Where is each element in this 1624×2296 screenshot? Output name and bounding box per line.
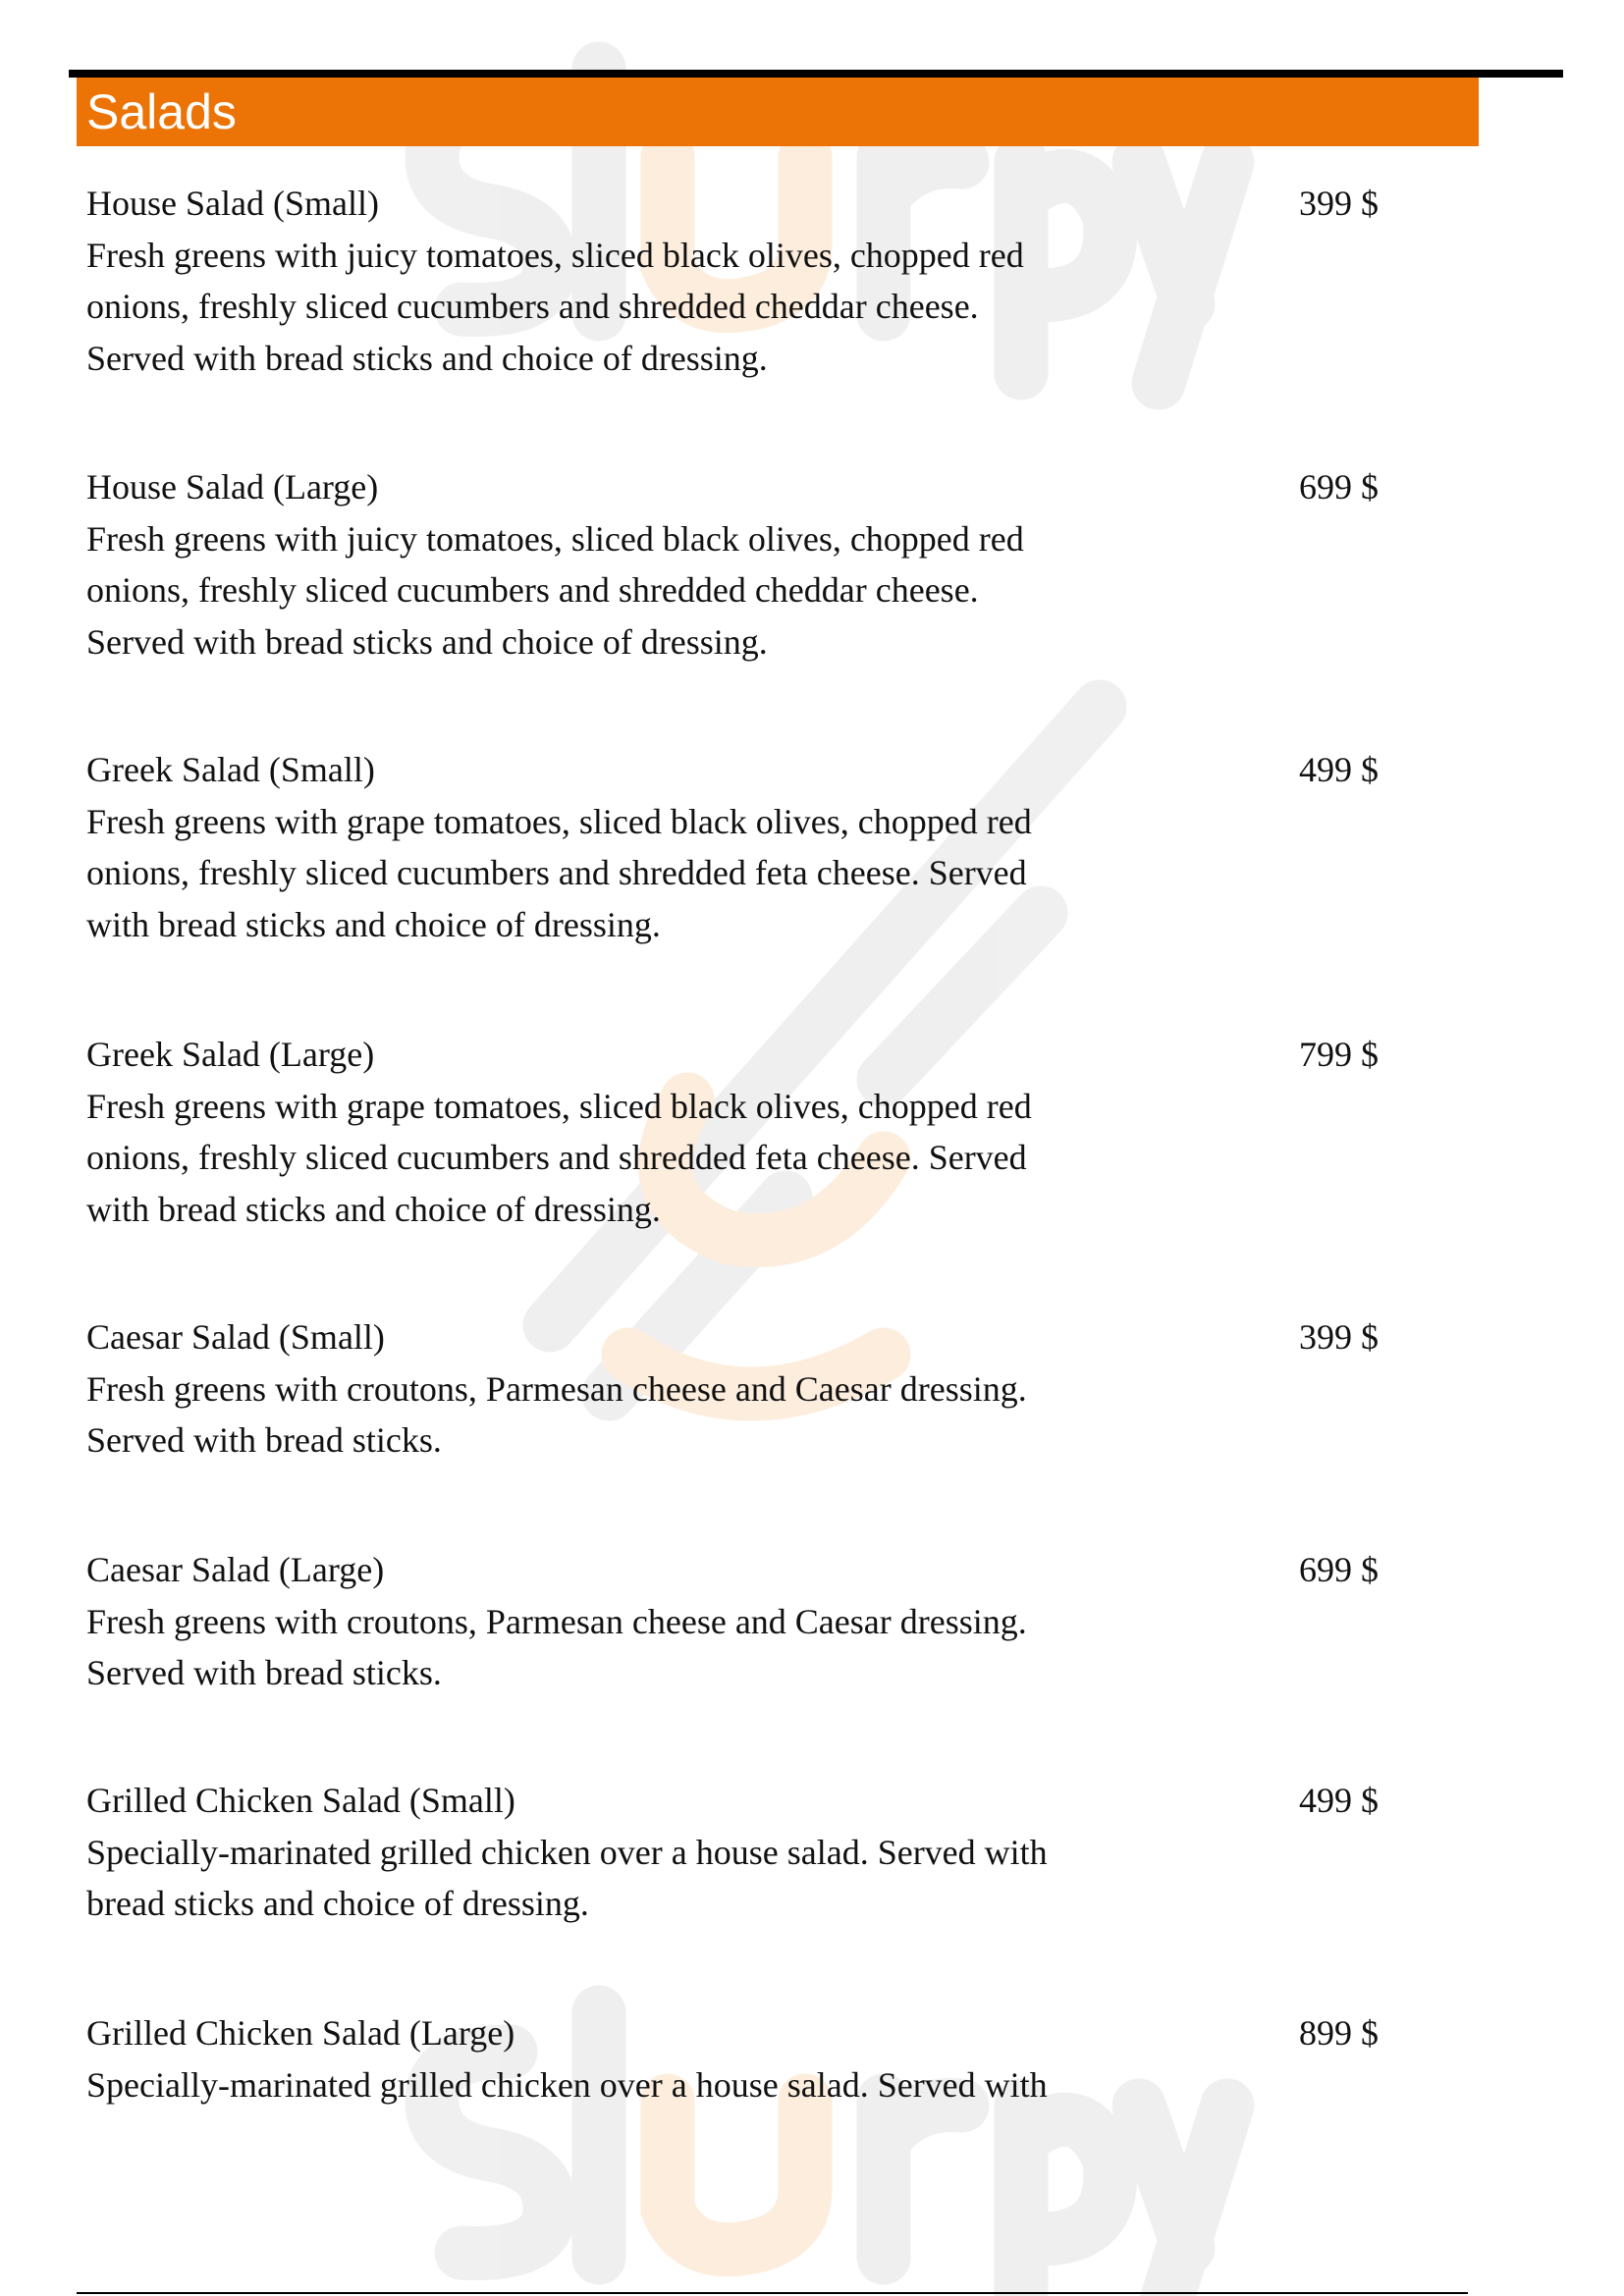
item-header [86,1311,1461,1363]
item-name: Greek Salad (Large) [86,1035,375,1074]
item-description-line: Fresh greens with croutons, Parmesan cheese and Caesar dressing. [86,1368,1027,1409]
item-description-line: onions, freshly sliced cucumbers and shredded cheddar cheese. [86,287,979,326]
top-rule [69,70,1563,78]
item-description-line: onions, freshly sliced cucumbers and shredded feta cheese. Served [86,853,1027,892]
item-price: 799 $ [1299,1035,1379,1074]
item-name: Grilled Chicken Salad (Large) [86,2013,515,2053]
item-description-line: Fresh greens with grape tomatoes, sliced black olives, chopped red [86,1086,1032,1126]
item-price: 499 $ [1299,750,1379,789]
menu-item [86,1775,1461,1930]
item-description-line: Served with bread sticks. [86,1420,442,1460]
item-description-line: with bread sticks and choice of dressing. [86,904,661,944]
item-description-line: Served with bread sticks. [86,1653,442,1692]
item-description-line: Served with bread sticks and choice of dressing. [86,338,768,378]
menu-item [86,178,1461,384]
item-price: 699 $ [1299,1550,1379,1589]
bottom-rule [77,2292,1468,2294]
item-name: Caesar Salad (Large) [86,1550,385,1589]
item-price: 699 $ [1299,467,1379,507]
item-name: House Salad (Large) [86,467,379,507]
item-price: 899 $ [1299,2013,1379,2053]
item-description-line: Fresh greens with juicy tomatoes, sliced black olives, chopped red [86,235,1024,275]
menu-item [86,1029,1461,1235]
item-description-line: with bread sticks and choice of dressing. [86,1189,661,1229]
menu-item [86,461,1461,667]
item-name: Greek Salad (Small) [86,750,375,789]
item-description-line: onions, freshly sliced cucumbers and shredded cheddar cheese. [86,570,979,610]
item-description-line: bread sticks and choice of dressing. [86,1884,589,1923]
item-description-line: Fresh greens with croutons, Parmesan cheese and Caesar dressing. [86,1601,1027,1641]
menu-item [86,1544,1461,1699]
item-header [86,744,1461,796]
section-title: Salads [86,84,237,139]
item-description-line: Served with bread sticks and choice of dressing. [86,621,768,662]
item-description-line: Fresh greens with grape tomatoes, sliced black olives, chopped red [86,801,1032,841]
item-header [86,1544,1461,1596]
item-description-line: Specially-marinated grilled chicken over a house salad. Served with [86,1832,1048,1872]
item-description-line: onions, freshly sliced cucumbers and shredded feta cheese. Served [86,1138,1027,1177]
item-header [86,461,1461,513]
item-price: 399 $ [1299,1317,1379,1357]
menu-item [86,744,1461,950]
item-name: Caesar Salad (Small) [86,1317,385,1357]
menu-item [86,2007,1461,2110]
item-header [86,1029,1461,1081]
item-price: 399 $ [1299,184,1379,223]
item-header [86,178,1461,230]
item-description-line: Specially-marinated grilled chicken over a house salad. Served with [86,2064,1048,2105]
item-name: Grilled Chicken Salad (Small) [86,1781,515,1820]
item-description-line: Fresh greens with juicy tomatoes, sliced black olives, chopped red [86,518,1024,559]
menu-item [86,1311,1461,1467]
item-name: House Salad (Small) [86,184,379,223]
item-price: 499 $ [1299,1781,1379,1820]
section-header [77,78,1479,146]
item-header [86,1775,1461,1827]
item-header [86,2007,1461,2059]
